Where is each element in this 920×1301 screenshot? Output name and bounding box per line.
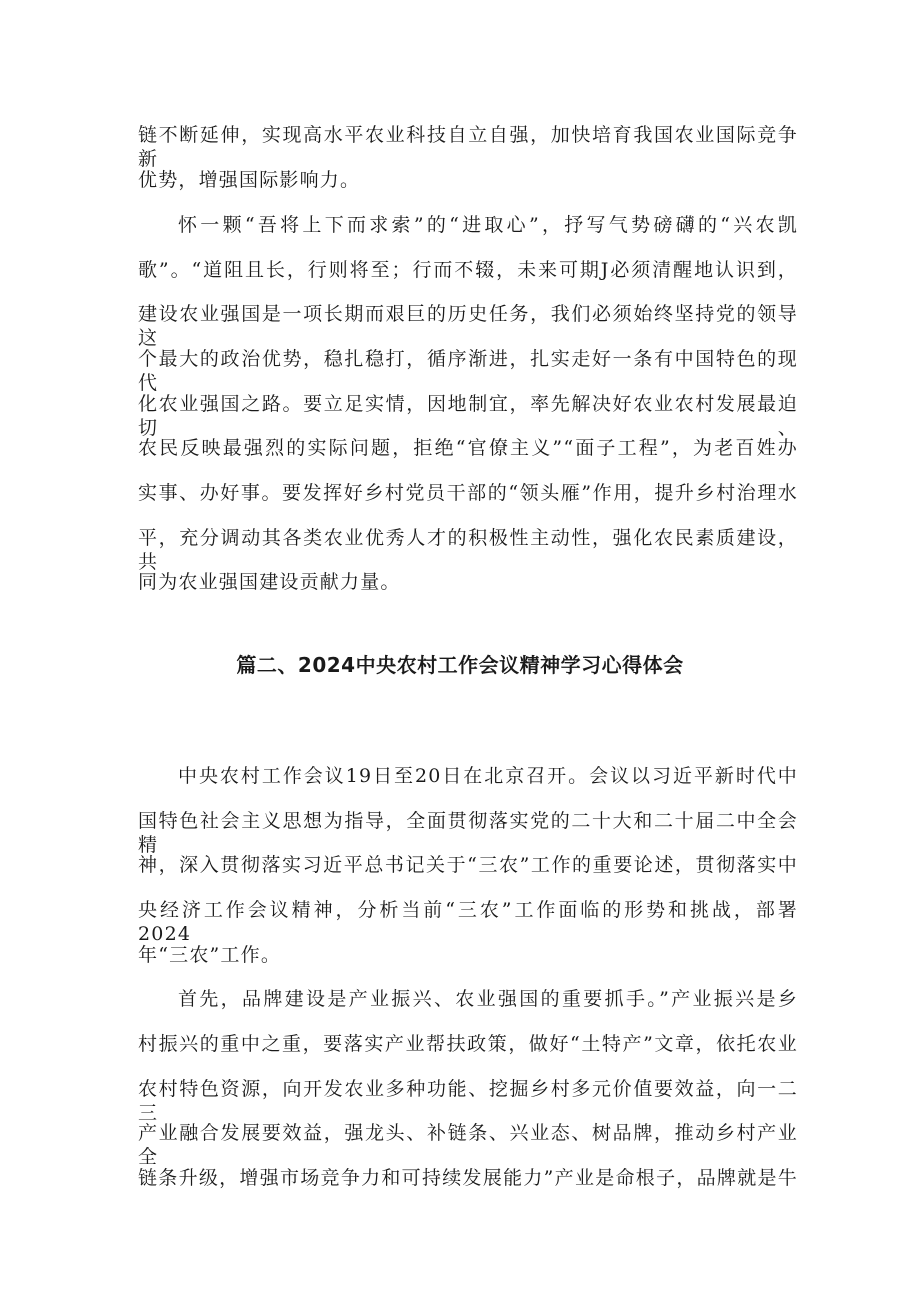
paragraph-line: 首先，品牌建设是产业振兴、农业强国的重要抓手。”产业振兴是乡 (178, 988, 798, 1010)
paragraph-line: 优势，增强国际影响力。 (138, 169, 361, 191)
paragraph-line: 农村特色资源，向开发农业多种功能、挖掘乡村多元价值要效益，向一二三 (138, 1078, 798, 1124)
paragraph-line: 村振兴的重中之重，要落实产业帮扶政策，做好“土特产”文章，依托农业 (138, 1033, 798, 1055)
paragraph-line: 链条升级，增强市场竞争力和可持续发展能力”产业是命根子，品牌就是牛 (138, 1167, 798, 1189)
paragraph-line: 链不断延伸，实现高水平农业科技自立自强，加快培育我国农业国际竞争新 (138, 124, 798, 170)
paragraph-line: 国特色社会主义思想为指导，全面贯彻落实党的二十大和二十届二中全会精 (138, 810, 798, 856)
paragraph-line: 同为农业强国建设贡献力量。 (138, 571, 401, 593)
paragraph-line: 平，充分调动其各类农业优秀人才的积极性主动性，强化农民素质建设，共 (138, 527, 798, 573)
paragraph-line: 中央农村工作会议19日至20日在北京召开。会议以习近平新时代中 (178, 765, 798, 787)
paragraph-line: 央经济工作会议精神，分析当前“三农”工作面临的形势和挑战，部署2024 (138, 899, 798, 945)
paragraph-line: 歌”。“道阻且长，行则将至；行而不辍，未来可期J必须清醒地认识到， (138, 259, 798, 281)
paragraph-line: 年“三农”工作。 (138, 944, 282, 966)
paragraph-line: 建设农业强国是一项长期而艰巨的历史任务，我们必须始终坚持党的领导这 (138, 303, 798, 349)
paragraph-line: 怀一颗“吾将上下而求索”的“进取心”，抒写气势磅礴的“兴农凯 (178, 214, 798, 236)
paragraph-line: 农民反映最强烈的实际问题，拒绝“官僚主义”“面子工程”，为老百姓办 (138, 437, 798, 459)
section-heading: 篇二、2024中央农村工作会议精神学习心得体会 (236, 653, 684, 677)
paragraph-line: 产业融合发展要效益，强龙头、补链条、兴业态、树品牌，推动乡村产业全 (138, 1122, 798, 1168)
paragraph-line: 化农业强国之路。要立足实情，因地制宜，率先解决好农业农村发展最迫切、 (138, 393, 798, 439)
paragraph-line: 实事、办好事。要发挥好乡村党员干部的“领头雁”作用，提升乡村治理水 (138, 482, 798, 504)
paragraph-line: 神，深入贯彻落实习近平总书记关于“三农”工作的重要论述，贯彻落实中 (138, 854, 798, 876)
paragraph-line: 个最大的政治优势，稳扎稳打，循序渐进，扎实走好一条有中国特色的现代 (138, 348, 798, 394)
